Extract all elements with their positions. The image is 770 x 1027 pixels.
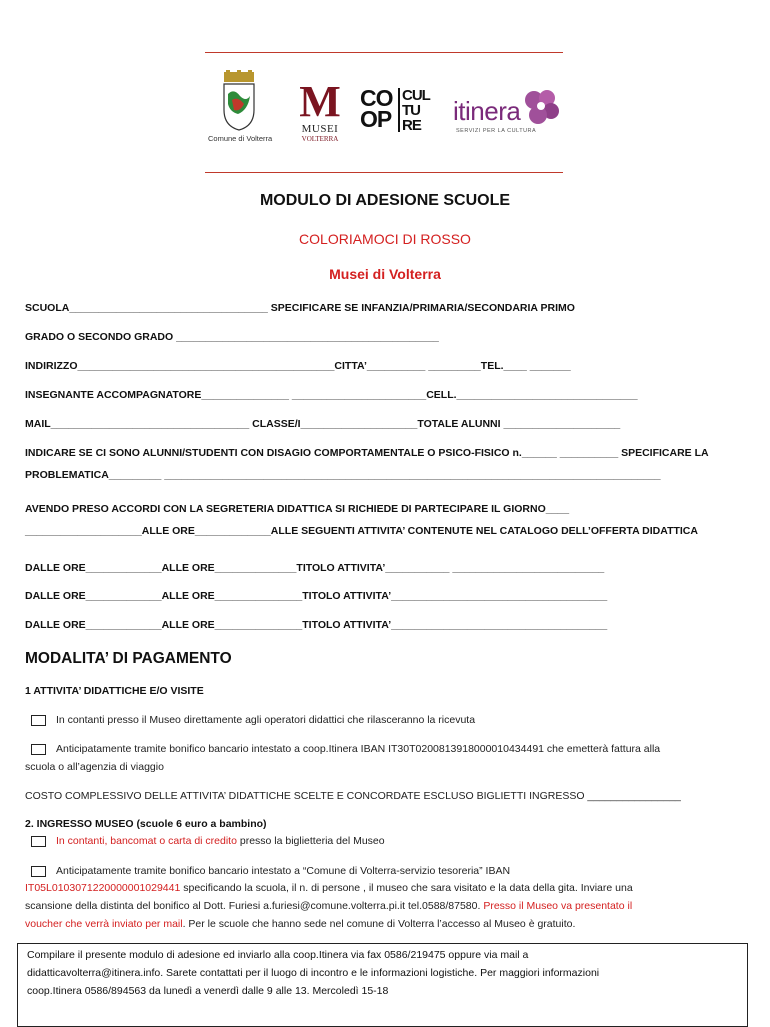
line-text: specificando la scuola, il n. di persone , il museo che sara visitato e la data della gita. Inviare una [180, 882, 633, 894]
option-bonifico-comune-line2 [25, 879, 633, 897]
line-text: scansione della distinta del bonifico al Dott. Furiesi a.furiesi@comune.volterra.pi.it tel.0588/87580. [25, 900, 484, 912]
option-label-red: In contanti, bancomat o carta di credito [56, 835, 237, 847]
coop-logo-right-3: RE [402, 117, 421, 134]
footer-line-3: coop.Itinera 0586/894563 da lunedì a venerdì dalle 9 alle 13. Mercoledì 15-18 [27, 985, 389, 997]
coop-logo-left-2: OP [360, 106, 392, 132]
coop-logo-left-1: CO [360, 85, 393, 111]
bottom-rule [205, 172, 563, 173]
musei-logo-subtext: VOLTERRA [301, 135, 339, 143]
flower-icon [520, 88, 562, 128]
coop-culture-logo [360, 85, 440, 140]
option-label: Anticipatamente tramite bonifico bancario intestato a “Comune di Volterra-servizio tesoreria” IBAN [56, 865, 511, 877]
field-alle-ore[interactable]: ____________________ALLE ORE_____________ALLE SEGUENTI ATTIVITA’ CONTENUTE NEL CATALOGO DELL’OFFERTA DIDATTICA [25, 525, 698, 537]
itinera-logo [448, 88, 566, 138]
checkbox-icon[interactable] [31, 836, 46, 847]
field-problematica[interactable]: PROBLEMATICA_________ _____________________________________________________________________________________ [25, 469, 661, 481]
option-bonifico-itinera [25, 740, 660, 758]
field-insegnante[interactable]: INSEGNANTE ACCOMPAGNATORE_______________ _______________________CELL._______________________________ [25, 389, 638, 401]
event-title: COLORIAMOCI DI ROSSO [299, 231, 471, 247]
musei-logo-mark: M [299, 77, 341, 126]
checkbox-icon[interactable] [31, 866, 46, 877]
itinera-wordmark: itinera [453, 96, 521, 126]
checkbox-icon[interactable] [31, 715, 46, 726]
option-label: Anticipatamente tramite bonifico bancario intestato a coop.Itinera IBAN IT30T0200813918000010434491 che emetterà fattura alla [56, 743, 661, 755]
field-mail[interactable]: MAIL__________________________________ CLASSE/I____________________TOTALE ALUNNI ____________________ [25, 418, 621, 430]
option-contanti-museo [25, 711, 475, 729]
coat-of-arms-icon [218, 70, 260, 132]
field-scuola[interactable]: SCUOLA__________________________________ SPECIFICARE SE INFANZIA/PRIMARIA/SECONDARIA PRIMO [25, 302, 575, 314]
line-text-red: voucher che verrà inviato per mail [25, 918, 183, 930]
field-indirizzo[interactable]: INDIRIZZO____________________________________________CITTA’__________ _________TEL.____ _______ [25, 360, 571, 372]
coop-logo-right-2: TU [402, 102, 420, 119]
payment-heading: MODALITA’ DI PAGAMENTO [25, 650, 232, 667]
footer-line-2: didatticavolterra@itinera.info. Sarete contattati per il luogo di incontro e le informazioni logistiche. Per maggiori informazioni [27, 967, 600, 979]
footer-info-box [17, 943, 748, 1027]
field-costo-complessivo[interactable]: COSTO COMPLESSIVO DELLE ATTIVITA’ DIDATTICHE SCELTE E CONCORDATE ESCLUSO BIGLIETTI INGRESSO ________________ [25, 790, 681, 802]
coop-logo-left [360, 85, 393, 132]
iban-comune: IT05L0103071220000001029441 [25, 882, 181, 894]
comune-volterra-logo [208, 70, 273, 150]
museum-title: Musei di Volterra [329, 266, 441, 282]
page-title: MODULO DI ADESIONE SCUOLE [259, 192, 511, 209]
field-giorno[interactable]: AVENDO PRESO ACCORDI CON LA SEGRETERIA DIDATTICA SI RICHIEDE DI PARTECIPARE IL GIORNO____ [25, 503, 570, 515]
footer-line-1: Compilare il presente modulo di adesione ed inviarlo alla coop.Itinera via fax 0586/219475 oppure via mail a [27, 949, 529, 961]
option-bonifico-comune [25, 862, 510, 880]
option-bonifico-comune-line3 [25, 897, 632, 915]
comune-caption: Comune di Volterra [208, 134, 273, 143]
line-text-red: Presso il Museo va presentato il [483, 900, 633, 912]
option-label: presso la biglietteria del Museo [236, 835, 385, 847]
coop-logo-right [402, 88, 430, 133]
option-bonifico-comune-line4 [25, 915, 575, 933]
musei-logo-text: MUSEI [301, 123, 339, 135]
option-contanti-biglietteria [25, 832, 385, 850]
itinera-tagline: SERVIZI PER LA CULTURA [456, 128, 537, 134]
line-text: . Per le scuole che hanno sede nel comune di Volterra l’accesso al Museo è gratuito. [182, 918, 576, 930]
coop-logo-divider [398, 88, 400, 132]
option-bonifico-itinera-cont: scuola o all’agenzia di viaggio [25, 761, 164, 773]
section-ingresso-heading: 2. INGRESSO MUSEO (scuole 6 euro a bambino) [25, 818, 267, 830]
musei-volterra-logo [290, 77, 350, 152]
top-rule [205, 52, 563, 53]
option-label: In contanti presso il Museo direttamente agli operatori didattici che rilasceranno la ricevuta [56, 714, 476, 726]
field-disagio[interactable]: INDICARE SE CI SONO ALUNNI/STUDENTI CON DISAGIO COMPORTAMENTALE O PSICO-FISICO n.______ __________ SPECIFICARE LA [25, 447, 709, 459]
coop-logo-right-1: CUL [402, 87, 430, 104]
field-grado[interactable]: GRADO O SECONDO GRADO _____________________________________________ [25, 331, 439, 343]
field-attivita-3[interactable]: DALLE ORE_____________ALLE ORE_______________TITOLO ATTIVITA’_____________________________________ [25, 619, 608, 631]
field-attivita-2[interactable]: DALLE ORE_____________ALLE ORE_______________TITOLO ATTIVITA’_____________________________________ [25, 590, 608, 602]
section-attivita-heading: 1 ATTIVITA’ DIDATTICHE E/O VISITE [25, 685, 204, 697]
checkbox-icon[interactable] [31, 744, 46, 755]
field-attivita-1[interactable]: DALLE ORE_____________ALLE ORE______________TITOLO ATTIVITA’___________ __________________________ [25, 562, 605, 574]
